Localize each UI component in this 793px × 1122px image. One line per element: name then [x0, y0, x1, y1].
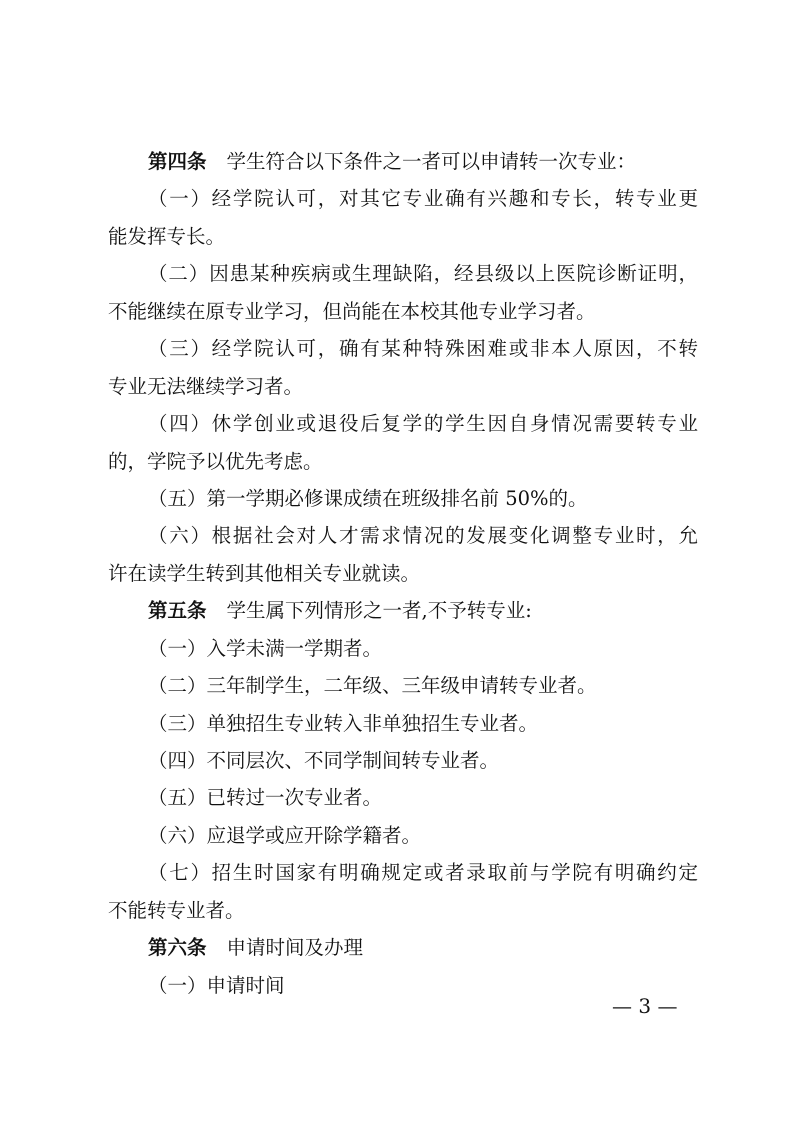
article5-item6: （六）应退学或应开除学籍者。 — [148, 824, 422, 847]
article4-item1-line1: （一）经学院认可，对其它专业确有兴趣和专长，转专业更 — [148, 187, 698, 210]
article5-heading-line — [148, 599, 698, 623]
article4-item4-line2: 的，学院予以优先考虑。 — [108, 450, 323, 473]
article4-item2-line1: （二）因患某种疾病或生理缺陷，经县级以上医院诊断证明， — [148, 262, 698, 285]
article4-item5: （五）第一学期必修课成绩在班级排名前 50%的。 — [148, 487, 588, 510]
article4-item6-line1: （六）根据社会对人才需求情况的发展变化调整专业时，允 — [148, 524, 698, 547]
article5-item7-line1: （七）招生时国家有明确规定或者录取前与学院有明确约定 — [148, 861, 698, 884]
article5-item4: （四）不同层次、不同学制间转专业者。 — [148, 749, 500, 772]
article5-item1: （一）入学未满一学期者。 — [148, 637, 383, 660]
article4-item3-line1: （三）经学院认可，确有某种特殊困难或非本人原因，不转 — [148, 337, 698, 360]
page-number: — 3 — — [612, 994, 678, 1018]
article5-item2: （二）三年制学生，二年级、三年级申请转专业者。 — [148, 674, 597, 697]
article4-item2-line2: 不能继续在原专业学习，但尚能在本校其他专业学习者。 — [108, 300, 596, 323]
article4-item1-line2: 能发挥专长。 — [108, 225, 226, 248]
article4-text: 学生符合以下条件之一者可以申请转一次专业： — [226, 150, 637, 173]
article5-item7-line2: 不能转专业者。 — [108, 899, 245, 922]
article5-text: 学生属下列情形之一者,不予转专业: — [226, 599, 532, 622]
article5-item5: （五）已转过一次专业者。 — [148, 786, 383, 809]
article5-item3: （三）单独招生专业转入非单独招生专业者。 — [148, 712, 539, 735]
article6-text: 申请时间及办理 — [226, 936, 364, 959]
article4-item3-line2: 专业无法继续学习者。 — [108, 375, 304, 398]
article6-heading-line — [148, 936, 698, 960]
article4-item6-line2: 许在读学生转到其他相关专业就读。 — [108, 562, 421, 585]
article6-item1: （一）申请时间 — [148, 974, 285, 997]
article6-heading: 第六条 — [148, 936, 207, 959]
article5-heading: 第五条 — [148, 599, 207, 622]
article4-item4-line1: （四）休学创业或退役后复学的学生因自身情况需要转专业 — [148, 412, 698, 435]
article4-heading-line — [148, 150, 698, 174]
article4-heading: 第四条 — [148, 150, 207, 173]
